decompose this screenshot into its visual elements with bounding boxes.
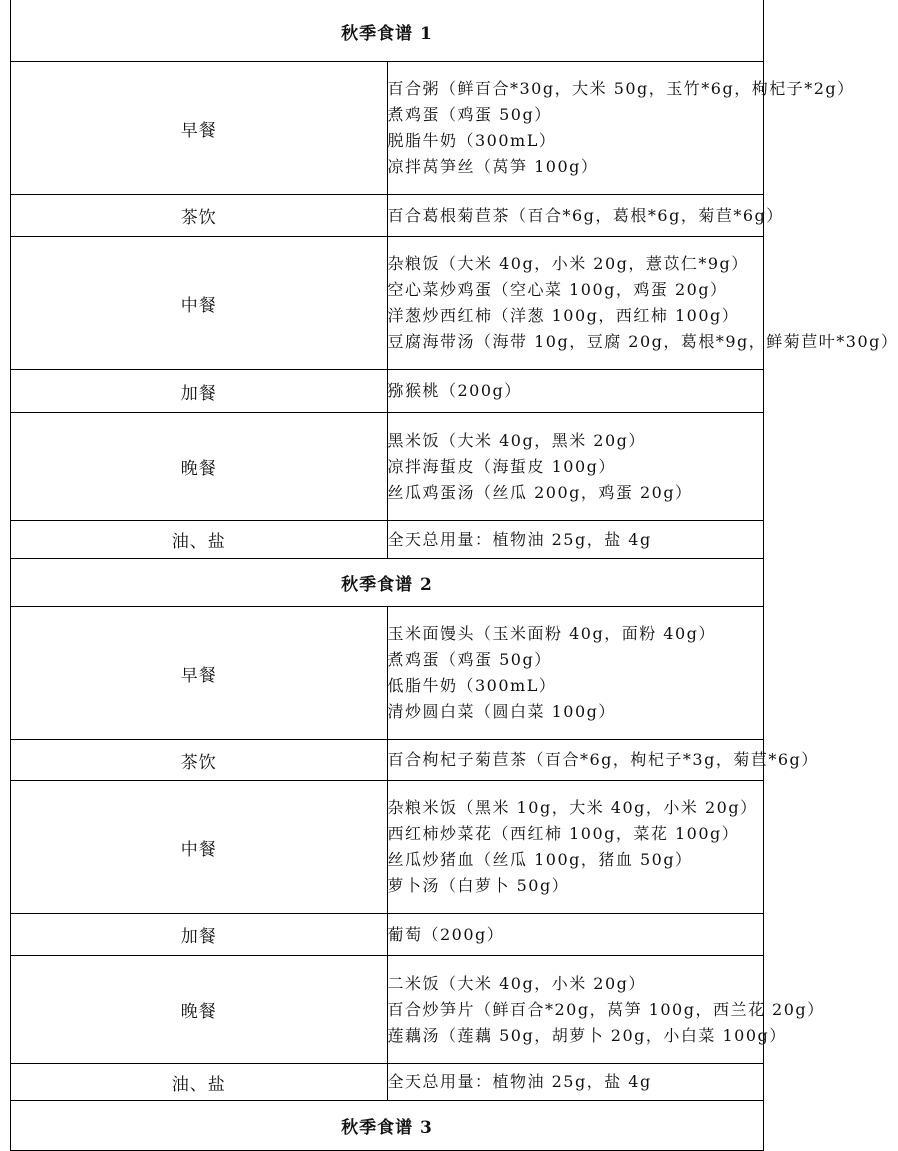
dish-item: 空心菜炒鸡蛋（空心菜 100g，鸡蛋 20g） — [387, 280, 728, 299]
meal-row — [11, 62, 764, 195]
meal-row — [11, 781, 764, 914]
dish-item: 百合葛根菊苣茶（百合*6g，葛根*6g，菊苣*6g） — [387, 205, 784, 225]
dish-list — [387, 237, 898, 370]
dish-item: 煮鸡蛋（鸡蛋 50g） — [387, 105, 552, 124]
meal-name: 加餐 — [11, 914, 388, 956]
dish-item: 杂粮饭（大米 40g，小米 20g，薏苡仁*9g） — [387, 254, 749, 273]
dish-list — [387, 195, 784, 237]
meal-name: 中餐 — [11, 781, 388, 914]
meal-row — [11, 607, 764, 740]
dish-list — [387, 370, 764, 413]
dish-item: 葡萄（200g） — [387, 924, 505, 944]
dish-item: 莲藕汤（莲藕 50g，胡萝卜 20g，小白菜 100g） — [387, 1025, 787, 1045]
meal-row — [11, 1064, 764, 1101]
meal-name: 早餐 — [11, 607, 388, 740]
meal-name: 油、盐 — [11, 1064, 388, 1101]
dish-item: 百合炒笋片（鲜百合*20g，莴笋 100g，西兰花 20g） — [387, 999, 825, 1019]
dish-item: 清炒圆白菜（圆白菜 100g） — [387, 702, 616, 721]
dish-item: 猕猴桃（200g） — [387, 381, 522, 400]
dish-list — [387, 914, 764, 956]
menu-title: 秋季食谱 1 — [11, 0, 764, 62]
dish-list — [387, 521, 764, 559]
meal-row — [11, 195, 764, 237]
dish-list — [387, 413, 764, 521]
dish-item: 西红柿炒菜花（西红柿 100g，菜花 100g） — [387, 824, 740, 843]
dish-item: 玉米面馒头（玉米面粉 40g，面粉 40g） — [387, 624, 716, 643]
menu-title-row — [11, 559, 764, 607]
meal-name: 茶饮 — [11, 740, 388, 781]
dish-list — [387, 781, 764, 914]
dish-list — [387, 607, 764, 740]
meal-row — [11, 413, 764, 521]
meal-row — [11, 370, 764, 413]
meal-name: 早餐 — [11, 62, 388, 195]
meal-row — [11, 237, 764, 370]
dish-list — [387, 740, 819, 781]
dish-item: 丝瓜鸡蛋汤（丝瓜 200g，鸡蛋 20g） — [387, 482, 693, 502]
meal-row — [11, 740, 764, 781]
dish-item: 煮鸡蛋（鸡蛋 50g） — [387, 650, 552, 669]
dish-item: 二米饭（大米 40g，小米 20g） — [387, 973, 646, 993]
recipe-table-body — [11, 0, 898, 1151]
dish-item: 全天总用量：植物油 25g，盐 4g — [387, 1072, 652, 1091]
dish-item: 百合粥（鲜百合*30g，大米 50g，玉竹*6g，枸杞子*2g） — [387, 79, 855, 98]
dish-list — [387, 62, 855, 195]
menu-title-row — [11, 1101, 764, 1151]
menu-title: 秋季食谱 2 — [11, 559, 764, 607]
dish-item: 杂粮米饭（黑米 10g，大米 40g，小米 20g） — [387, 798, 758, 817]
menu-title-row — [11, 0, 764, 62]
meal-name: 加餐 — [11, 370, 388, 413]
dish-item: 丝瓜炒猪血（丝瓜 100g，猪血 50g） — [387, 850, 693, 869]
meal-row — [11, 521, 764, 559]
dish-item: 萝卜汤（白萝卜 50g） — [387, 876, 570, 895]
dish-item: 全天总用量：植物油 25g，盐 4g — [387, 529, 652, 549]
dish-list — [387, 956, 825, 1064]
meal-name: 茶饮 — [11, 195, 388, 237]
dish-item: 百合枸杞子菊苣茶（百合*6g，枸杞子*3g，菊苣*6g） — [387, 750, 819, 769]
meal-row — [11, 914, 764, 956]
dish-item: 黑米饭（大米 40g，黑米 20g） — [387, 430, 646, 450]
meal-name: 油、盐 — [11, 521, 388, 559]
meal-name: 晚餐 — [11, 413, 388, 521]
dish-item: 低脂牛奶（300mL） — [387, 676, 557, 695]
dish-item: 豆腐海带汤（海带 10g，豆腐 20g，葛根*9g，鲜菊苣叶*30g） — [387, 332, 898, 351]
meal-name: 晚餐 — [11, 956, 388, 1064]
dish-item: 凉拌莴笋丝（莴笋 100g） — [387, 157, 599, 176]
meal-name: 中餐 — [11, 237, 388, 370]
menu-title: 秋季食谱 3 — [11, 1101, 764, 1151]
dish-item: 洋葱炒西红柿（洋葱 100g，西红柿 100g） — [387, 306, 740, 325]
dish-item: 凉拌海蜇皮（海蜇皮 100g） — [387, 456, 616, 476]
autumn-recipe-table — [10, 0, 898, 1151]
dish-item: 脱脂牛奶（300mL） — [387, 131, 557, 150]
meal-row — [11, 956, 764, 1064]
dish-list — [387, 1064, 764, 1101]
